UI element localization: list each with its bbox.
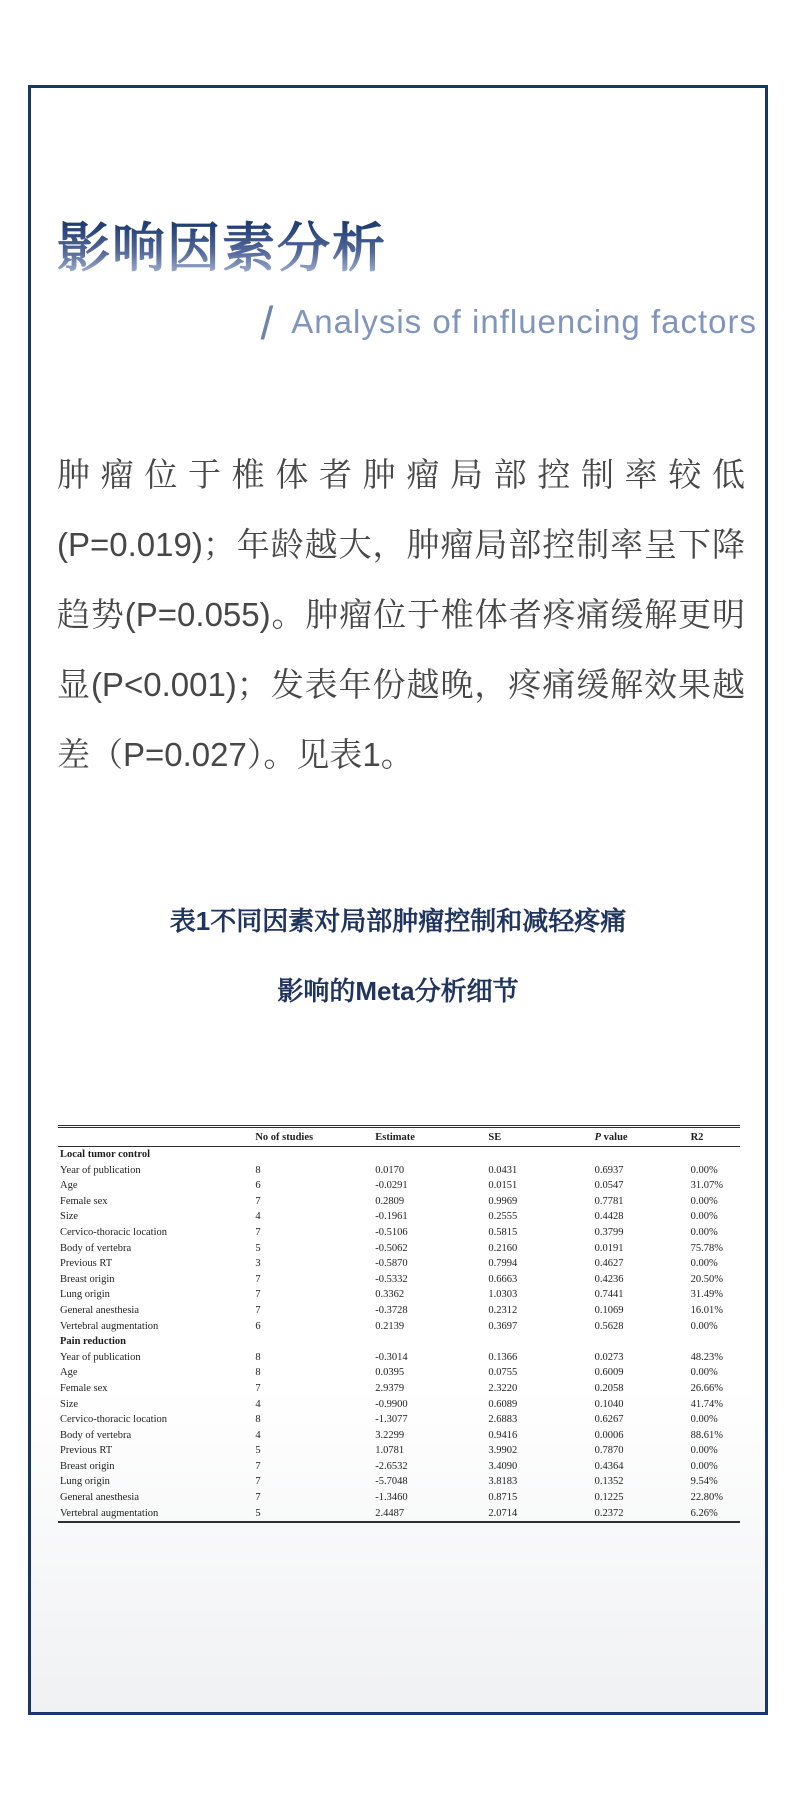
table-row	[58, 1397, 740, 1413]
value-cell: 0.4627	[594, 1258, 624, 1270]
table-row	[58, 1412, 740, 1428]
value-cell: 0.00%	[690, 1320, 718, 1332]
section-header-row	[58, 1147, 740, 1163]
value-cell: 0.0151	[488, 1180, 518, 1192]
value-cell: 0.2058	[594, 1382, 624, 1394]
factor-name-cell: Cervico-thoracic location	[60, 1414, 167, 1426]
value-cell: 0.6089	[488, 1398, 518, 1410]
value-cell: 0.8715	[488, 1492, 518, 1504]
value-cell: -0.1961	[375, 1211, 408, 1223]
value-cell: 0.00%	[690, 1195, 718, 1207]
value-cell: 0.2312	[488, 1304, 518, 1316]
factor-name-cell: Breast origin	[60, 1273, 115, 1285]
column-header: R2	[689, 1127, 740, 1147]
table-row	[58, 1381, 740, 1397]
value-cell: 7	[255, 1382, 261, 1394]
table-row	[58, 1443, 740, 1459]
value-cell: 0.5815	[488, 1226, 518, 1238]
value-cell: 0.1040	[594, 1398, 624, 1410]
value-cell: 7	[255, 1304, 261, 1316]
value-cell: 0.00%	[690, 1445, 718, 1457]
value-cell: 2.4487	[375, 1507, 405, 1519]
value-cell: 4	[255, 1429, 261, 1441]
value-cell: 0.4364	[594, 1460, 624, 1472]
paragraph-line: 差（P=0.027）。见表1。	[57, 736, 414, 773]
meta-analysis-table	[58, 1125, 740, 1523]
value-cell: -0.5332	[375, 1273, 408, 1285]
value-cell: 0.3362	[375, 1289, 405, 1301]
table-header-row	[58, 1127, 740, 1147]
value-cell: 0.6937	[594, 1164, 624, 1176]
value-cell: -0.3014	[375, 1351, 408, 1363]
value-cell: 3.2299	[375, 1429, 405, 1441]
factor-name-cell: Breast origin	[60, 1460, 115, 1472]
value-cell: 7	[255, 1460, 261, 1472]
table-row	[58, 1163, 740, 1179]
value-cell: 6.26%	[690, 1507, 718, 1519]
value-cell: 0.6267	[594, 1414, 624, 1426]
value-cell: -5.7048	[375, 1476, 408, 1488]
value-cell: 0.0006	[594, 1429, 624, 1441]
value-cell: 0.1352	[594, 1476, 624, 1488]
value-cell: 2.6883	[488, 1414, 518, 1426]
value-cell: 1.0303	[488, 1289, 518, 1301]
column-header: P value	[593, 1127, 689, 1147]
value-cell: 0.0170	[375, 1164, 405, 1176]
value-cell: 16.01%	[690, 1304, 723, 1316]
value-cell: 2.3220	[488, 1382, 518, 1394]
value-cell: 0.2139	[375, 1320, 405, 1332]
value-cell: 0.2160	[488, 1242, 518, 1254]
value-cell: 88.61%	[690, 1429, 723, 1441]
paragraph-line: (P=0.019)；年龄越大，肿瘤局部控制率呈下降	[57, 526, 745, 563]
value-cell: -0.9900	[375, 1398, 408, 1410]
table-caption-line-2: 影响的Meta分析细节	[277, 976, 519, 1006]
value-cell: 48.23%	[690, 1351, 723, 1363]
factor-name-cell: Age	[60, 1180, 78, 1192]
table-row	[58, 1209, 740, 1225]
page-subtitle: Analysis of influencing factors	[291, 303, 757, 341]
value-cell: 2.9379	[375, 1382, 405, 1394]
factor-name-cell: Previous RT	[60, 1445, 113, 1457]
value-cell: 31.49%	[690, 1289, 723, 1301]
value-cell: 0.00%	[690, 1226, 718, 1238]
value-cell: 0.7441	[594, 1289, 624, 1301]
factor-name-cell: Body of vertebra	[60, 1429, 132, 1441]
factor-name-cell: Size	[60, 1398, 79, 1410]
value-cell: 5	[255, 1507, 261, 1519]
table-row	[58, 1241, 740, 1257]
value-cell: -2.6532	[375, 1460, 408, 1472]
value-cell: 0.1225	[594, 1492, 624, 1504]
factor-name-cell: Year of publication	[60, 1164, 141, 1176]
value-cell: 22.80%	[690, 1492, 723, 1504]
value-cell: 7	[255, 1289, 261, 1301]
value-cell: 8	[255, 1367, 261, 1379]
factor-name-cell: Previous RT	[60, 1258, 113, 1270]
value-cell: 0.2555	[488, 1211, 518, 1223]
column-header: No of studies	[253, 1127, 373, 1147]
page-subtitle-row	[31, 286, 757, 349]
table-row	[58, 1303, 740, 1319]
value-cell: 0.4428	[594, 1211, 624, 1223]
paragraph-line: 趋势(P=0.055)。肿瘤位于椎体者疼痛缓解更明	[57, 596, 745, 633]
value-cell: 7	[255, 1226, 261, 1238]
value-cell: 9.54%	[690, 1476, 718, 1488]
value-cell: 4	[255, 1211, 261, 1223]
section-header: Local tumor control	[60, 1149, 151, 1160]
column-header: Estimate	[373, 1127, 486, 1147]
factor-name-cell: General anesthesia	[60, 1492, 140, 1504]
table-row	[58, 1350, 740, 1366]
value-cell: 0.0547	[594, 1180, 624, 1192]
value-cell: 4	[255, 1398, 261, 1410]
value-cell: -0.5870	[375, 1258, 408, 1270]
table-caption	[31, 886, 765, 1026]
factor-name-cell: Vertebral augmentation	[60, 1507, 159, 1519]
article-card	[28, 85, 768, 1715]
value-cell: 0.3697	[488, 1320, 518, 1332]
factor-name-cell: Lung origin	[60, 1476, 110, 1488]
value-cell: 0.7994	[488, 1258, 518, 1270]
value-cell: -1.3460	[375, 1492, 408, 1504]
value-cell: 0.4236	[594, 1273, 624, 1285]
paragraph-line: 显(P<0.001)；发表年份越晚，疼痛缓解效果越	[57, 666, 745, 703]
factor-name-cell: Age	[60, 1367, 78, 1379]
value-cell: 0.6663	[488, 1273, 518, 1285]
value-cell: 5	[255, 1242, 261, 1254]
table-row	[58, 1287, 740, 1303]
section-header: Pain reduction	[60, 1336, 127, 1348]
value-cell: 75.78%	[690, 1242, 723, 1254]
table-row	[58, 1256, 740, 1272]
value-cell: 0.7870	[594, 1445, 624, 1457]
value-cell: 1.0781	[375, 1445, 405, 1457]
value-cell: 3.4090	[488, 1460, 518, 1472]
value-cell: 6	[255, 1320, 261, 1332]
value-cell: 20.50%	[690, 1273, 723, 1285]
table-caption-line-1: 表1不同因素对局部肿瘤控制和减轻疼痛	[169, 906, 627, 936]
value-cell: -0.5106	[375, 1226, 408, 1238]
column-header: SE	[486, 1127, 592, 1147]
value-cell: 3	[255, 1258, 261, 1270]
value-cell: 7	[255, 1476, 261, 1488]
value-cell: 0.9416	[488, 1429, 518, 1441]
table-row	[58, 1428, 740, 1444]
value-cell: 7	[255, 1492, 261, 1504]
value-cell: 0.7781	[594, 1195, 624, 1207]
value-cell: -0.3728	[375, 1304, 408, 1316]
value-cell: 0.1069	[594, 1304, 624, 1316]
value-cell: 0.00%	[690, 1367, 718, 1379]
factor-name-cell: Female sex	[60, 1195, 108, 1207]
table-row	[58, 1194, 740, 1210]
value-cell: 0.00%	[690, 1460, 718, 1472]
value-cell: 3.8183	[488, 1476, 518, 1488]
table-row	[58, 1506, 740, 1523]
value-cell: 7	[255, 1273, 261, 1285]
table-row	[58, 1178, 740, 1194]
value-cell: 7	[255, 1195, 261, 1207]
value-cell: 26.66%	[690, 1382, 723, 1394]
factor-name-cell: Lung origin	[60, 1289, 110, 1301]
value-cell: 0.0273	[594, 1351, 624, 1363]
value-cell: 41.74%	[690, 1398, 723, 1410]
value-cell: 0.5628	[594, 1320, 624, 1332]
table-row	[58, 1272, 740, 1288]
factor-name-cell: Body of vertebra	[60, 1242, 132, 1254]
table-container	[58, 1125, 740, 1523]
body-paragraph	[57, 440, 745, 790]
value-cell: 2.0714	[488, 1507, 518, 1519]
value-cell: 0.0755	[488, 1367, 518, 1379]
value-cell: 5	[255, 1445, 261, 1457]
value-cell: -0.0291	[375, 1180, 408, 1192]
value-cell: 8	[255, 1414, 261, 1426]
value-cell: 0.0431	[488, 1164, 518, 1176]
value-cell: 0.00%	[690, 1258, 718, 1270]
table-row	[58, 1319, 740, 1335]
factor-name-cell: Year of publication	[60, 1351, 141, 1363]
factor-name-cell: General anesthesia	[60, 1304, 140, 1316]
value-cell: 0.0395	[375, 1367, 405, 1379]
table-row	[58, 1459, 740, 1475]
factor-name-cell: Female sex	[60, 1382, 108, 1394]
value-cell: 6	[255, 1180, 261, 1192]
value-cell: 0.9969	[488, 1195, 518, 1207]
value-cell: 0.3799	[594, 1226, 624, 1238]
value-cell: 0.2809	[375, 1195, 405, 1207]
table-row	[58, 1365, 740, 1381]
factor-name-cell: Cervico-thoracic location	[60, 1226, 167, 1238]
value-cell: 8	[255, 1164, 261, 1176]
paragraph-line: 肿瘤位于椎体者肿瘤局部控制率较低	[57, 456, 745, 493]
table-row	[58, 1490, 740, 1506]
factor-name-cell: Vertebral augmentation	[60, 1320, 159, 1332]
value-cell: 3.9902	[488, 1445, 518, 1457]
value-cell: 0.0191	[594, 1242, 624, 1254]
table-row	[58, 1225, 740, 1241]
section-header-row	[58, 1334, 740, 1350]
value-cell: 0.2372	[594, 1507, 624, 1519]
value-cell: -1.3077	[375, 1414, 408, 1426]
factor-name-cell: Size	[60, 1211, 79, 1223]
value-cell: 31.07%	[690, 1180, 723, 1192]
column-header	[58, 1127, 253, 1147]
value-cell: 8	[255, 1351, 261, 1363]
page-title: 影响因素分析	[57, 218, 387, 278]
value-cell: -0.5062	[375, 1242, 408, 1254]
value-cell: 0.00%	[690, 1414, 718, 1426]
value-cell: 0.1366	[488, 1351, 518, 1363]
slash-icon: /	[260, 297, 274, 349]
value-cell: 0.6009	[594, 1367, 624, 1379]
value-cell: 0.00%	[690, 1164, 718, 1176]
value-cell: 0.00%	[690, 1211, 718, 1223]
table-row	[58, 1474, 740, 1490]
